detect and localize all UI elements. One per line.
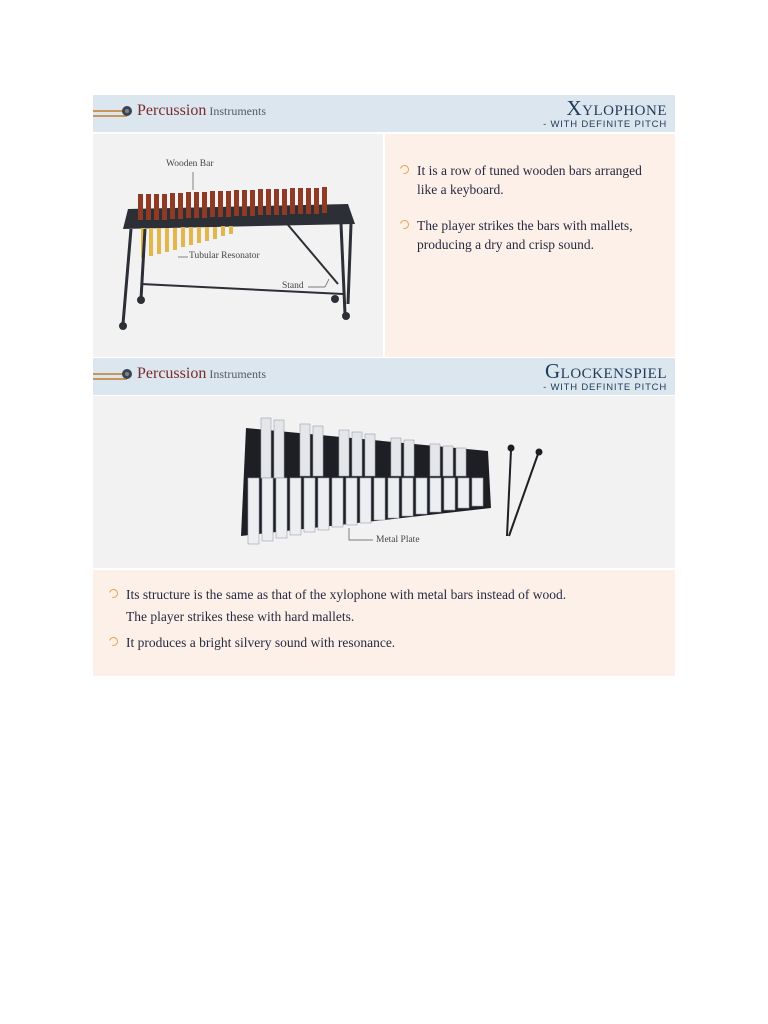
title-block bbox=[543, 361, 667, 393]
slide-header bbox=[93, 358, 675, 395]
mallet-icon bbox=[93, 364, 133, 388]
slide-title: Glockenspiel bbox=[545, 359, 667, 383]
bullet-text: Its structure is the same as that of the xylophone with metal bars instead of wood. bbox=[126, 587, 567, 602]
brand bbox=[137, 365, 266, 383]
bullet-text: It is a row of tuned wooden bars arranged like a keyboard. bbox=[417, 163, 642, 197]
bullet-text: It produces a bright silvery sound with resonance. bbox=[126, 635, 396, 650]
image-panel bbox=[93, 134, 383, 357]
mallet-icon bbox=[93, 101, 133, 125]
mallets bbox=[507, 450, 538, 536]
label-tubular-resonator: Tubular Resonator bbox=[189, 251, 260, 261]
bullet-item bbox=[400, 161, 665, 199]
brand-sub: Instruments bbox=[209, 367, 266, 381]
label-stand: Stand bbox=[282, 281, 304, 291]
slide-subtitle: - WITH DEFINITE PITCH bbox=[543, 382, 667, 393]
brand-main: Percussion bbox=[137, 102, 207, 119]
title-block bbox=[543, 98, 667, 130]
slide-title: Xylophone bbox=[566, 96, 667, 120]
glockenspiel-slide bbox=[93, 358, 675, 676]
brand-sub: Instruments bbox=[209, 104, 266, 118]
label-wooden-bar: Wooden Bar bbox=[166, 159, 214, 169]
bullet-text-continued: The player strikes these with hard mallets. bbox=[126, 609, 355, 624]
label-metal-plate: Metal Plate bbox=[376, 535, 420, 545]
text-panel bbox=[93, 570, 675, 676]
xylophone-illustration bbox=[93, 134, 383, 357]
slide-header bbox=[93, 95, 675, 132]
bullet-item bbox=[109, 633, 669, 652]
bullet-item bbox=[400, 216, 665, 254]
xylophone-slide bbox=[93, 95, 675, 357]
bullet-text: The player strikes the bars with mallets, producing a dry and crisp sound. bbox=[417, 218, 633, 252]
brand-main: Percussion bbox=[137, 365, 207, 382]
text-panel bbox=[385, 134, 675, 357]
slide-subtitle: - WITH DEFINITE PITCH bbox=[543, 119, 667, 130]
bullet-item bbox=[109, 585, 669, 626]
brand bbox=[137, 102, 266, 120]
image-panel bbox=[93, 396, 675, 568]
